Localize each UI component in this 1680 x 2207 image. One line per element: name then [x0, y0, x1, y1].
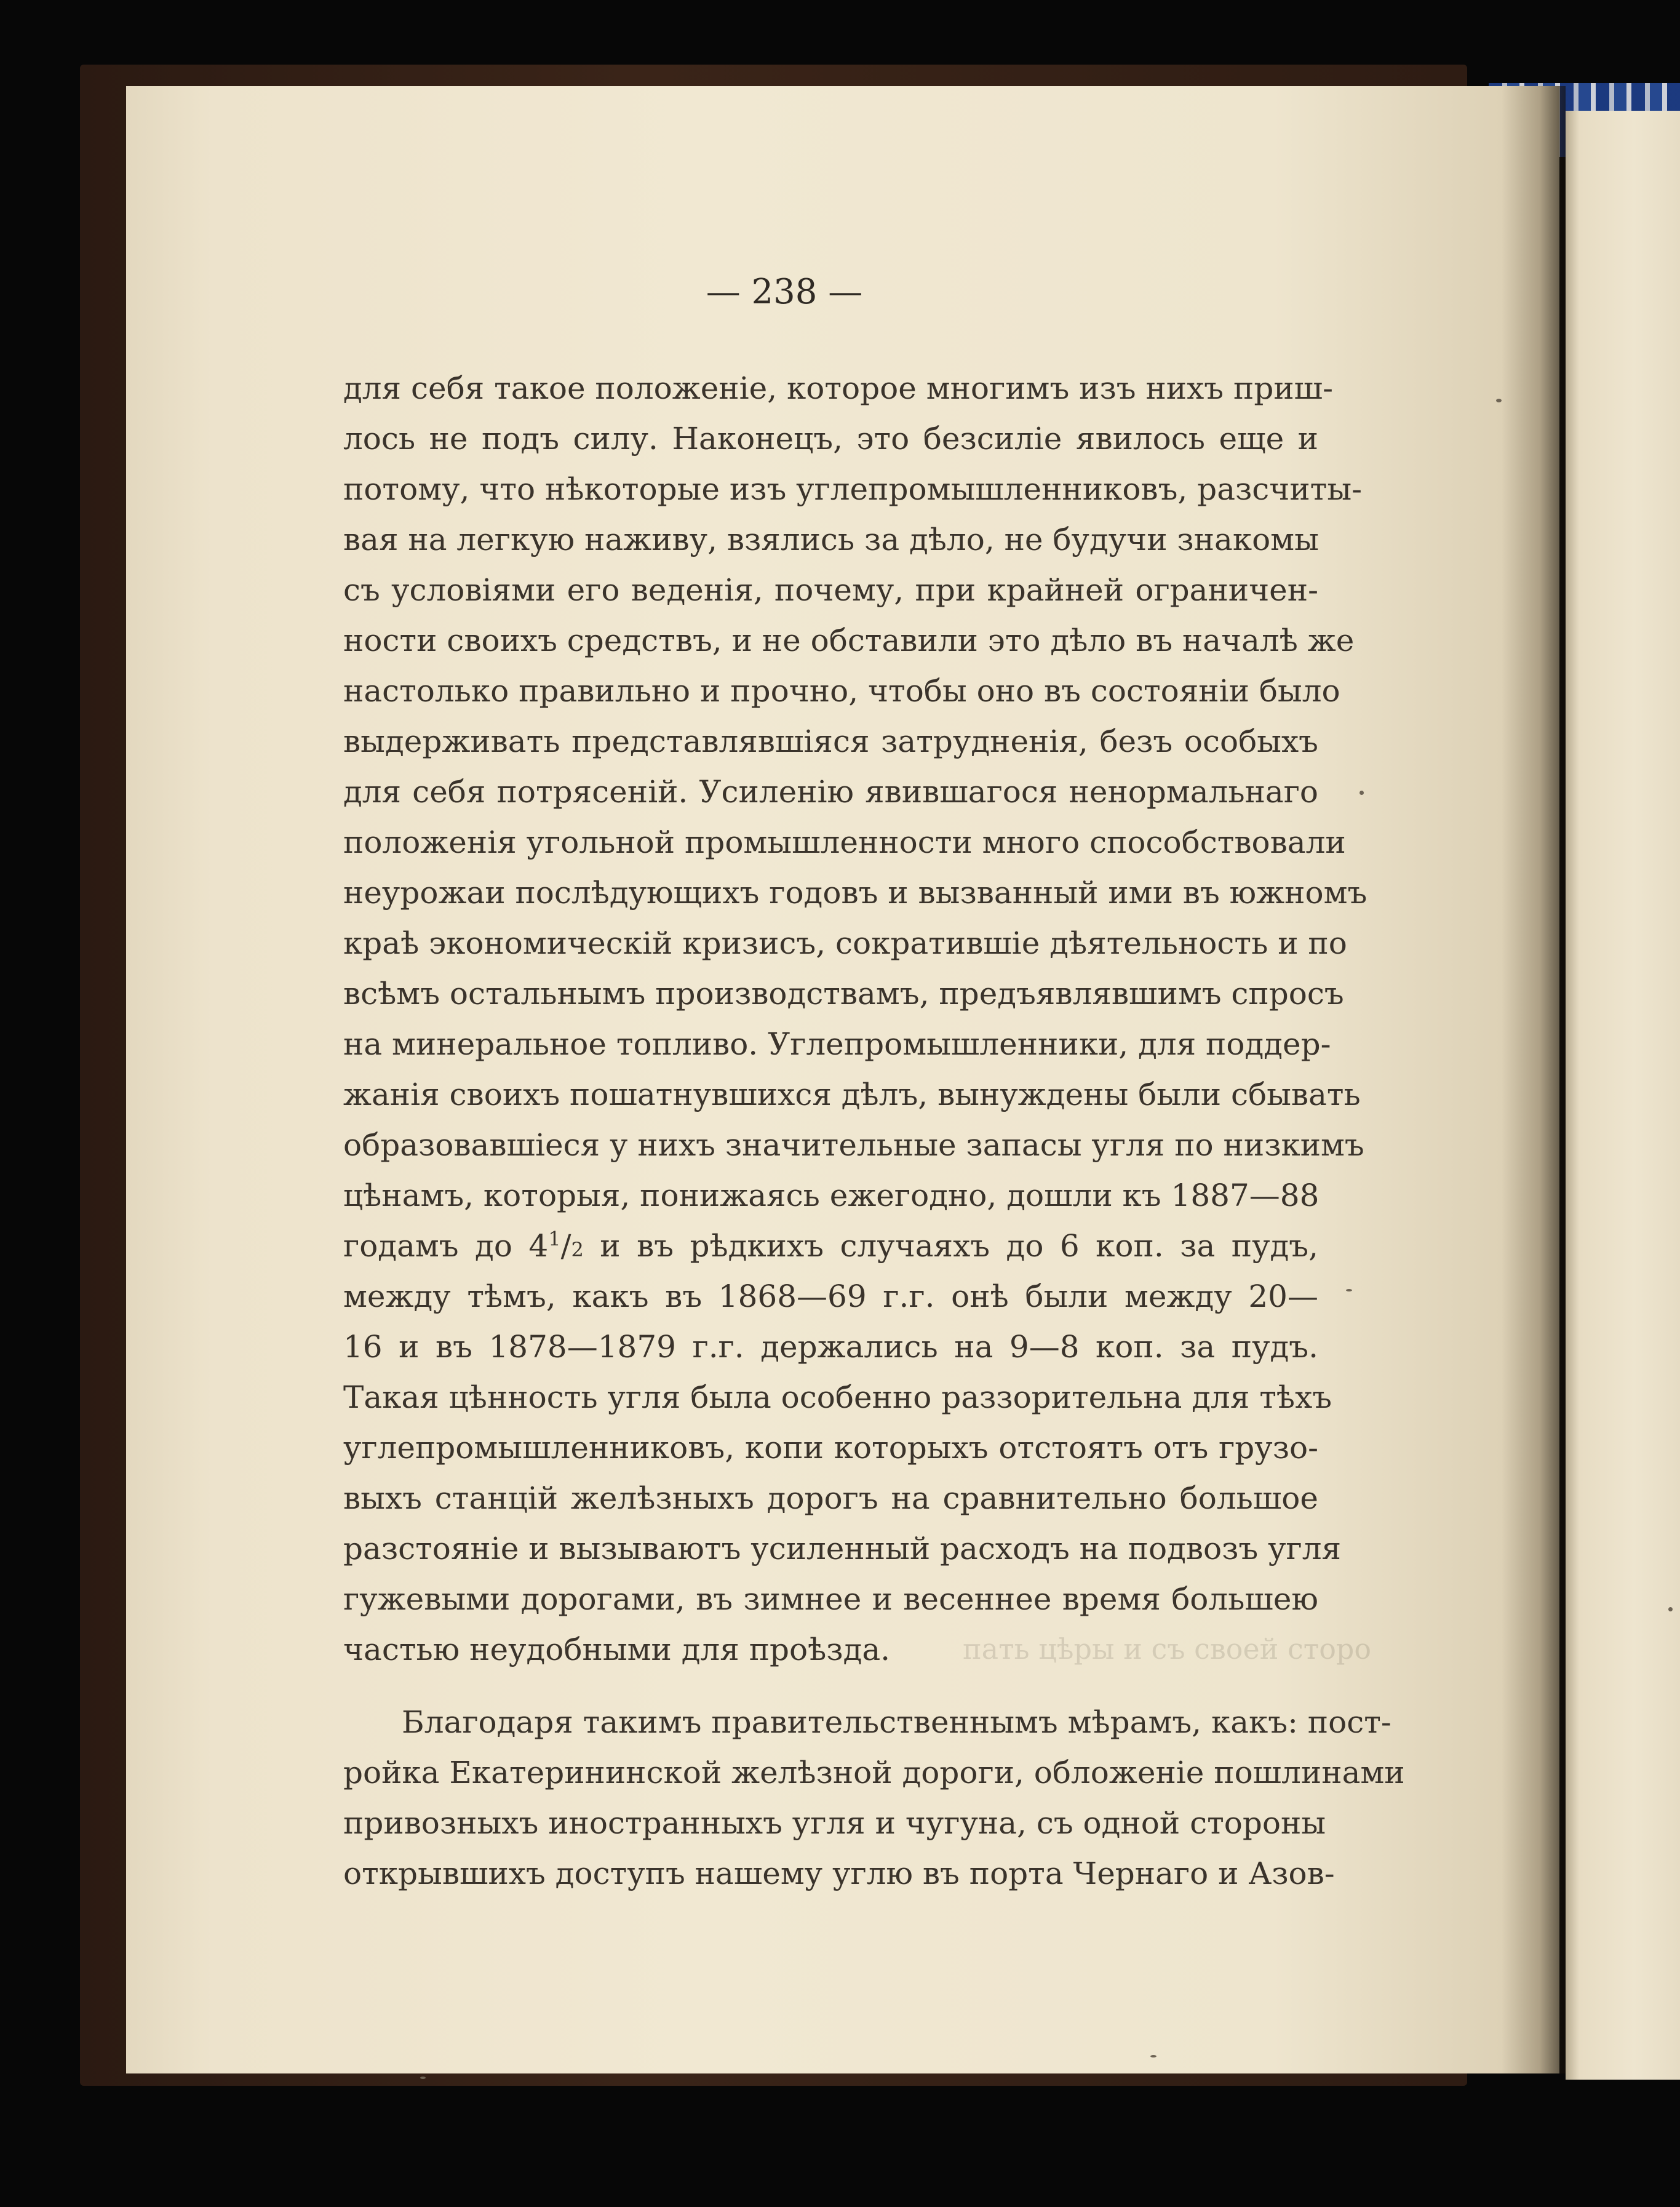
fraction-slash: /: [560, 1228, 571, 1264]
paper-speck: [1150, 2055, 1156, 2057]
text-line: для себя потрясеній. Усиленію явившагося ненормальнаго: [343, 774, 1318, 810]
paragraph-gap: [343, 1675, 1318, 1697]
text-line: настолько правильно и прочно, чтобы оно въ состояніи было: [343, 673, 1340, 709]
text-line: потому, что нѣкоторые изъ углепромышленниковъ, разсчиты-: [343, 471, 1363, 507]
text-line: между тѣмъ, какъ въ 1868—69 г.г. онѣ были между 20—: [343, 1279, 1318, 1314]
fraction-numerator: 1: [548, 1227, 561, 1251]
text-line: съ условіями его веденія, почему, при крайней ограничен-: [343, 572, 1318, 608]
text-line: ройка Екатерининской желѣзной дороги, обложеніе пошлинами: [343, 1755, 1405, 1790]
text-line: гужевыми дорогами, въ зимнее и весеннее время большею: [343, 1581, 1318, 1617]
text-line: лось не подъ силу. Наконецъ, это безсиліе явилось еще и: [343, 421, 1318, 457]
paragraph-end-line: частью неудобными для проѣзда.: [343, 1632, 891, 1667]
text-line: образовавшіеся у нихъ значительные запасы угля по низкимъ: [343, 1127, 1364, 1163]
text-line: выхъ станцій желѣзныхъ дорогъ на сравнительно большое: [343, 1480, 1318, 1516]
fraction-before: годамъ до 4: [343, 1228, 549, 1264]
text-line: цѣнамъ, которыя, понижаясь ежегодно, дошли къ 1887—88: [343, 1178, 1320, 1213]
text-line: привозныхъ иностранныхъ угля и чугуна, съ одной стороны: [343, 1805, 1326, 1841]
body-text: [343, 363, 1405, 1899]
text-line: всѣмъ остальнымъ производствамъ, предъявлявшимъ спросъ: [343, 976, 1344, 1012]
text-line: для себя такое положеніе, которое многимъ изъ нихъ приш-: [343, 370, 1334, 406]
text-line: жанія своихъ пошатнувшихся дѣлъ, вынуждены были сбывать: [343, 1077, 1361, 1112]
text-line: неурожаи послѣдующихъ годовъ и вызванный ими въ южномъ: [343, 875, 1367, 911]
text-line: открывшихъ доступъ нашему углю въ порта Чернаго и Азов-: [343, 1856, 1335, 1891]
text-line: вая на легкую наживу, взялись за дѣло, не будучи знакомы: [343, 522, 1319, 557]
page-number: — 238 —: [706, 272, 863, 312]
text-line: на минеральное топливо. Углепромышленники, для поддер-: [343, 1026, 1331, 1062]
text-line: разстояніе и вызываютъ усиленный расходъ на подвозъ угля: [343, 1531, 1342, 1566]
text-line: углепромышленниковъ, копи которыхъ отстоятъ отъ грузо-: [343, 1430, 1318, 1466]
paper-speck: [1668, 1607, 1673, 1611]
text-line: выдерживать представлявшіяся затрудненія, безъ особыхъ: [343, 724, 1318, 759]
facing-page-edge: [1566, 111, 1680, 2080]
page-gutter-shadow: [1501, 86, 1566, 2073]
bleed-through-text: пать цѣры и съ своей сторо: [963, 1632, 1372, 1666]
text-line: Такая цѣнность угля была особенно раззорительна для тѣхъ: [343, 1379, 1332, 1415]
paper-speck: [1360, 791, 1364, 795]
text-line: ности своихъ средствъ, и не обставили это дѣло въ началѣ же: [343, 623, 1355, 658]
text-line: положенія угольной промышленности много способствовали: [343, 824, 1346, 860]
text-line: 16 и въ 1878—1879 г.г. держались на 9—8 коп. за пудъ.: [343, 1329, 1318, 1365]
paper-speck: [420, 2077, 426, 2079]
fraction-denominator: 2: [571, 1238, 584, 1261]
paper-speck: [1346, 1289, 1352, 1291]
text-line-fraction: [343, 1221, 1318, 1271]
paper-speck: [1496, 399, 1502, 402]
paragraph-start-line: Благодаря такимъ правительственнымъ мѣрамъ, какъ: пост-: [402, 1704, 1391, 1740]
fraction-after: и въ рѣдкихъ случаяхъ до 6 коп. за пудъ,: [583, 1228, 1318, 1264]
text-line: краѣ экономическій кризисъ, сократившіе дѣятельность и по: [343, 925, 1347, 961]
